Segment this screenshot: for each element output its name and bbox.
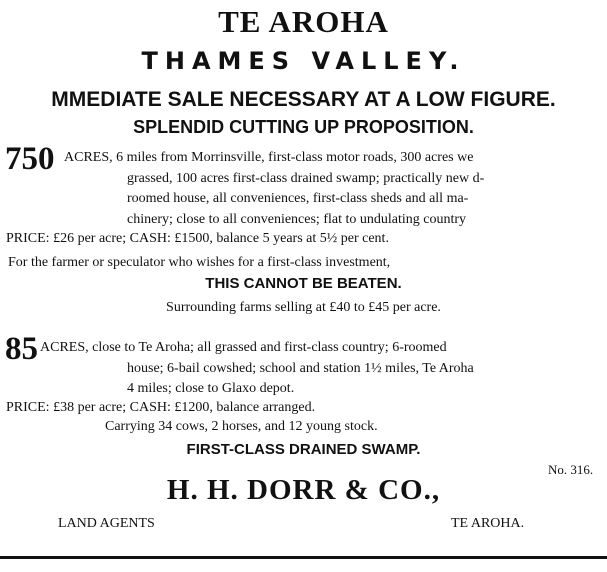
listing-price: PRICE: £26 per acre; CASH: £1500, balance 5 years at 5½ per cent. (6, 231, 389, 246)
listing-number: 750 (5, 141, 55, 177)
listing-text-line: roomed house, all conveniences, first-class sheds and all ma- (127, 191, 469, 206)
agent-firm-name: H. H. DORR & CO., (166, 474, 441, 506)
headline-immediate-sale: MMEDIATE SALE NECESSARY AT A LOW FIGURE. (51, 88, 556, 111)
headline-cutting-up: SPLENDID CUTTING UP PROPOSITION. (133, 117, 474, 137)
listing-text-line: 4 miles; close to Glaxo depot. (127, 381, 295, 396)
listing-note: For the farmer or speculator who wishes for a first-class investment, (8, 255, 391, 270)
agent-town: TE AROHA. (451, 516, 525, 531)
listing-emphasis: FIRST-CLASS DRAINED SWAMP. (186, 441, 421, 458)
advert-title: TE AROHA (218, 4, 389, 39)
listing-text-line: house; 6-bail cowshed; school and station 1½ miles, Te Aroha (127, 361, 474, 376)
listing-text-line: chinery; close to all conveniences; flat to undulating country (127, 212, 467, 227)
advert-subtitle: THAMES VALLEY. (141, 47, 466, 75)
listing-number: 85 (5, 331, 38, 367)
listing-text-line: ACRES, close to Te Aroha; all grassed and first-class country; 6-roomed (40, 340, 447, 355)
agent-role: LAND AGENTS (58, 516, 155, 531)
surrounding-farms-note: Surrounding farms selling at £40 to £45 per acre. (166, 300, 441, 315)
listing-emphasis: THIS CANNOT BE BEATEN. (205, 275, 402, 292)
listing-text-line: ACRES, 6 miles from Morrinsville, first-class motor roads, 300 acres we (64, 150, 474, 165)
bottom-rule (0, 556, 607, 559)
stock-carried: Carrying 34 cows, 2 horses, and 12 young stock. (105, 419, 378, 434)
listing-text-line: grassed, 100 acres first-class drained swamp; practically new d- (127, 171, 485, 186)
listing-price: PRICE: £38 per acre; CASH: £1200, balance arranged. (6, 400, 316, 415)
advert-reference-number: No. 316. (548, 462, 594, 477)
